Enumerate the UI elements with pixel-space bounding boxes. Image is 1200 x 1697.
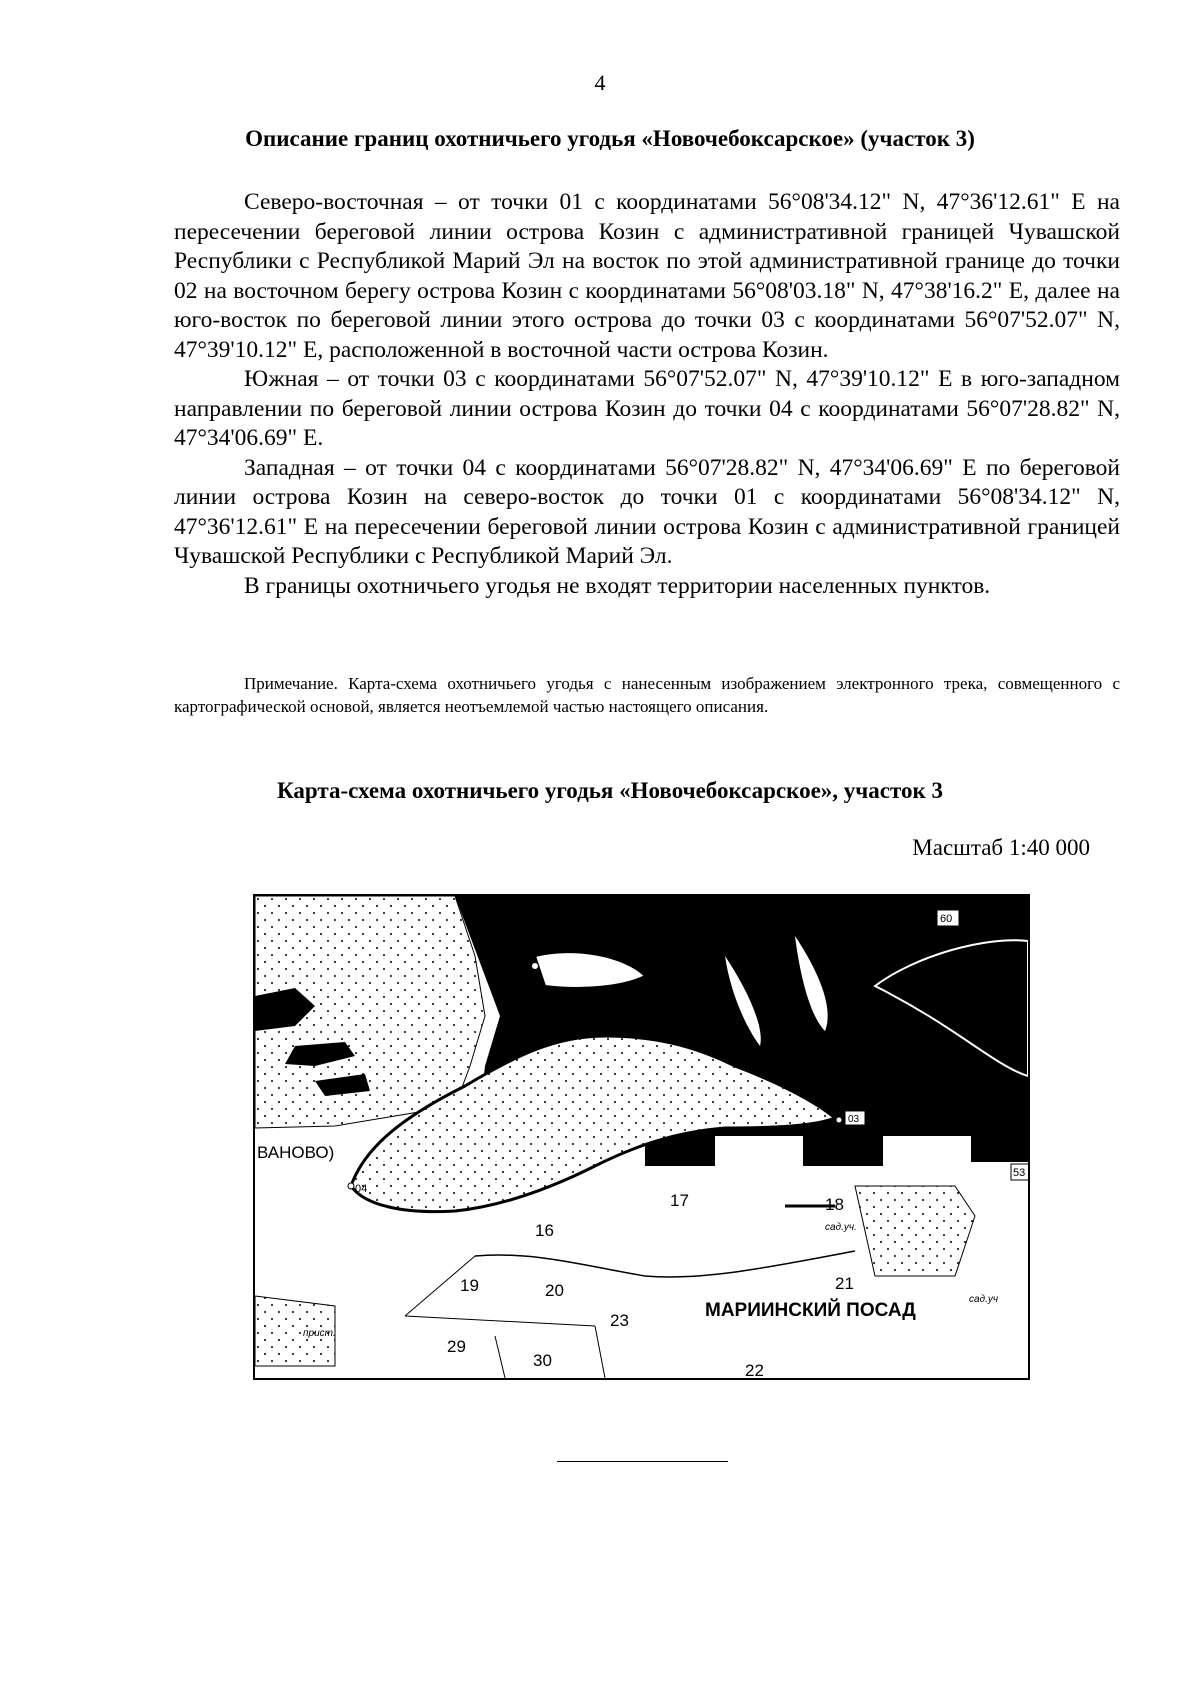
map-title: Карта-схема охотничьего угодья «Новочебоксарское», участок 3 — [277, 778, 943, 803]
grid-22: 22 — [745, 1361, 764, 1378]
footer-rule — [557, 1461, 728, 1462]
label-marinsky-posad: МАРИИНСКИЙ ПОСАД — [705, 1300, 916, 1321]
svg-text:01: 01 — [541, 960, 553, 971]
grid-20: 20 — [545, 1281, 564, 1300]
grid-16: 16 — [535, 1221, 554, 1240]
svg-text:60: 60 — [940, 913, 953, 925]
marker-53 — [1011, 1164, 1028, 1180]
svg-text:04: 04 — [355, 1183, 368, 1195]
label-ivanovo: ВАНОВО) — [257, 1143, 335, 1162]
paragraph-south: Южная – от точки 03 с координатами 56°07'52.07" N, 47°39'10.12" E в юго-западном направлении по береговой линии острова Козин до точки 04 с координатами 56°07'28.82" N, 47°34'06.69" E. — [174, 366, 1120, 451]
svg-text:03: 03 — [848, 1114, 860, 1125]
grid-21: 21 — [835, 1274, 854, 1293]
label-sad-uch-1: сад.уч. — [825, 1222, 857, 1233]
boundary-description — [174, 188, 1120, 601]
note: Примечание. Карта-схема охотничьего угодья с нанесенным изображением электронного трека, совмещенного с картографической основой, является неотъемлемой частью настоящего описания. — [174, 674, 1120, 716]
grid-18: 18 — [825, 1195, 844, 1214]
paragraph-exclusion: В границы охотничьего угодья не входят территории населенных пунктов. — [244, 572, 991, 599]
document-title: Описание границ охотничьего угодья «Новочебоксарское» (участок 3) — [245, 126, 975, 151]
grid-19: 19 — [460, 1276, 479, 1295]
marker-60 — [937, 910, 959, 926]
south-bank — [255, 1186, 1028, 1378]
page-number: 4 — [594, 70, 606, 95]
svg-text:53: 53 — [1013, 1167, 1026, 1179]
grid-23: 23 — [610, 1311, 629, 1330]
label-sad-uch-2: сад.уч — [969, 1294, 999, 1305]
grid-30: 30 — [533, 1351, 552, 1370]
map-image — [253, 894, 1030, 1380]
point-04 — [348, 1183, 367, 1195]
grid-17: 17 — [670, 1191, 689, 1210]
label-prist: прист. — [303, 1328, 336, 1339]
paragraph-northeast: Северо-восточная – от точки 01 с координатами 56°08'34.12" N, 47°36'12.61" E на пересечении береговой линии острова Козин с административной границей Чувашской Республики с Республикой Марий Эл на восток по этой административной границе до точки 02 на восточном берегу острова Козин с координатами 56°08'03.18" N, 47°38'16.2" E, далее на юго-восток по береговой линии этого острова до точки 03 с координатами 56°07'52.07" N, 47°39'10.12" E, расположенной в восточной части острова Козин. — [174, 189, 1120, 363]
map-scale: Масштаб 1:40 000 — [912, 835, 1090, 860]
grid-29: 29 — [447, 1337, 466, 1356]
paragraph-west: Западная – от точки 04 с координатами 56°07'28.82" N, 47°34'06.69" E по береговой линии острова Козин на северо-восток до точки 01 с координатами 56°08'34.12" N, 47°36'12.61" E на пересечении береговой линии острова Козин с административной границей Чувашской Республики с Республикой Марий Эл. — [174, 454, 1120, 569]
